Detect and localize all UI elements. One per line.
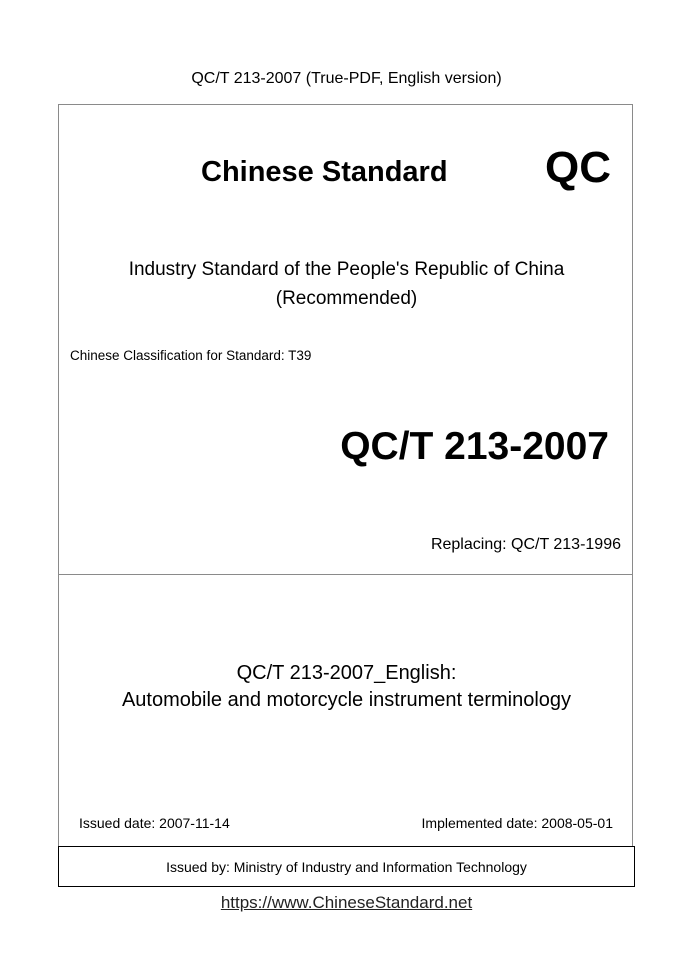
cover-heading: Chinese Standard [201,156,448,188]
issuer-box [58,846,635,887]
standard-number: QC/T 213-2007 [340,425,609,468]
industry-standard-line: Industry Standard of the People's Republic of China [128,259,565,280]
document-title: Automobile and motorcycle instrument terminology [121,689,572,711]
standard-code: QC [545,143,611,192]
issuer-text: Issued by: Ministry of Industry and Information Technology [166,858,527,875]
classification-text: Chinese Classification for Standard: T39 [70,348,312,363]
implemented-date: Implemented date: 2008-05-01 [421,815,613,831]
website-link[interactable]: https://www.ChineseStandard.net [220,893,473,912]
footer [0,893,693,913]
document-title-code: QC/T 213-2007_English: [236,662,457,684]
issued-date: Issued date: 2007-11-14 [79,815,230,831]
recommended-line: (Recommended) [275,288,418,309]
replacing-text: Replacing: QC/T 213-1996 [430,536,621,553]
page-header: QC/T 213-2007 (True-PDF, English version) [191,70,502,87]
